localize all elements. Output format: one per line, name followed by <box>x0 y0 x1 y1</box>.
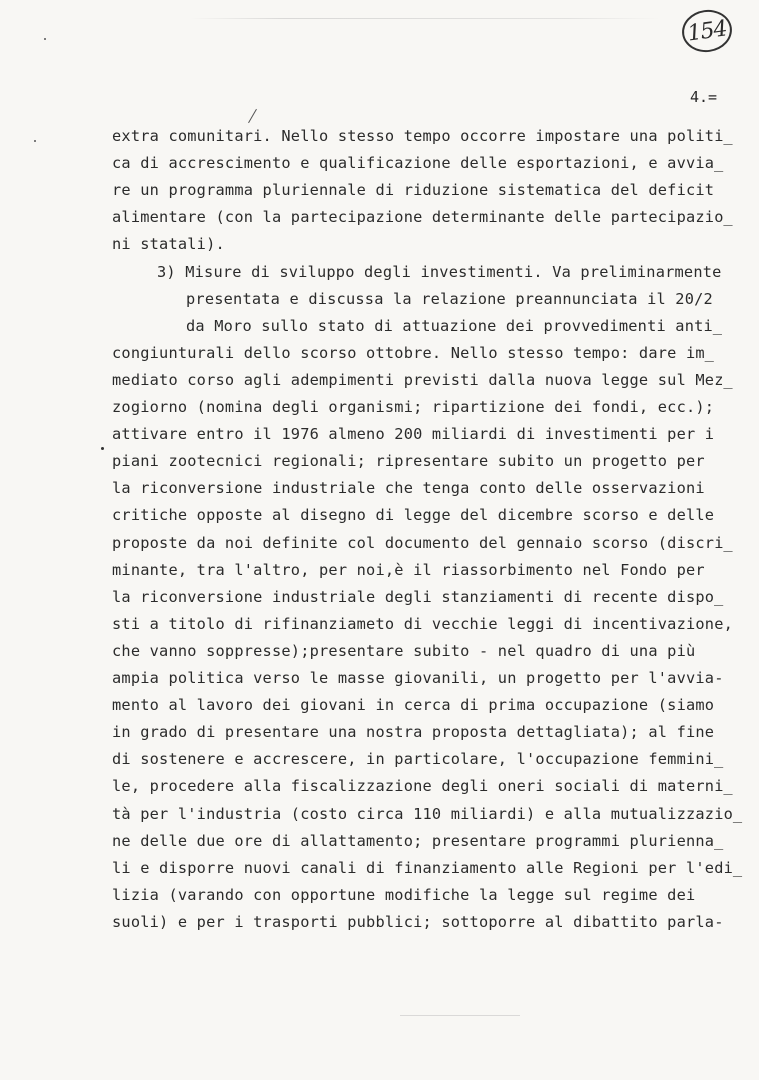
margin-dot <box>34 140 36 142</box>
text-line: re un programma pluriennale di riduzione sistematica del deficit <box>112 181 715 200</box>
text-line: piani zootecnici regionali; ripresentare subito un progetto per <box>112 452 705 471</box>
text-line: lizia (varando con opportune modifiche la legge sul regime dei <box>112 885 696 904</box>
text-line: ca di accrescimento e qualificazione delle esportazioni, e avvia̲ <box>112 154 724 173</box>
text-line: che vanno soppresse);presentare subito - nel quadro di una più <box>112 641 696 660</box>
text-line: sti a titolo di rifinanziameto di vecchie leggi di incentivazione, <box>112 614 734 633</box>
text-line: suoli) e per i trasporti pubblici; sottoporre al dibattito parla- <box>112 912 724 931</box>
text-line: la riconversione industriale degli stanziamenti di recente dispo̲ <box>112 587 724 606</box>
scan-artifact-top <box>190 18 660 19</box>
pen-mark <box>248 109 257 123</box>
text-line: attivare entro il 1976 almeno 200 miliardi di investimenti per i <box>112 425 715 444</box>
text-line: la riconversione industriale che tenga conto delle osservazioni <box>112 479 705 498</box>
text-line: zogiorno (nomina degli organismi; ripartizione dei fondi, ecc.); <box>112 398 715 416</box>
handwritten-page-stamp: 154 <box>679 7 734 56</box>
text-line: ni statali). <box>112 235 225 254</box>
text-line: congiunturali dello scorso ottobre. Nello stesso tempo: dare im̲ <box>112 343 715 362</box>
margin-dot <box>101 447 104 450</box>
text-line: in grado di presentare una nostra proposta dettagliata); al fine <box>112 723 715 742</box>
text-line: da Moro sullo stato di attuazione dei provvedimenti anti̲ <box>186 316 723 335</box>
text-line: critiche opposte al disegno di legge del dicembre scorso e delle <box>112 506 715 525</box>
text-line: ampia politica verso le masse giovanili, un progetto per l'avvia- <box>112 669 724 687</box>
text-line: li e disporre nuovi canali di finanziamento alle Regioni per l'edi̲ <box>112 858 743 877</box>
text-line: alimentare (con la partecipazione determinante delle partecipazio̲ <box>112 208 733 227</box>
text-line: proposte da noi definite col documento del gennaio scorso (discri̲ <box>112 533 733 552</box>
page-number: 4.= <box>690 88 718 106</box>
text-line: extra comunitari. Nello stesso tempo occorre impostare una politi̲ <box>112 127 733 145</box>
scan-artifact-bottom <box>400 1015 520 1016</box>
margin-dot <box>44 38 46 40</box>
text-line: ne delle due ore di allattamento; presentare programmi plurienna̲ <box>112 831 724 850</box>
text-line: tà per l'industria (costo circa 110 miliardi) e alla mutualizzazio̲ <box>112 804 743 823</box>
text-line: le, procedere alla fiscalizzazione degli oneri sociali di materni̲ <box>112 777 733 796</box>
text-line: mento al lavoro dei giovani in cerca di prima occupazione (siamo <box>112 696 715 715</box>
text-line: presentata e discussa la relazione preannunciata il 20/2 <box>186 289 713 308</box>
text-line: minante, tra l'altro, per noi,è il riassorbimento nel Fondo per <box>112 560 705 579</box>
text-line: di sostenere e accrescere, in particolare, l'occupazione femmini̲ <box>112 750 724 769</box>
text-line: mediato corso agli adempimenti previsti dalla nuova legge sul Mez̲ <box>112 370 733 389</box>
text-line: 3) Misure di sviluppo degli investimenti. Va preliminarmente <box>157 262 722 281</box>
